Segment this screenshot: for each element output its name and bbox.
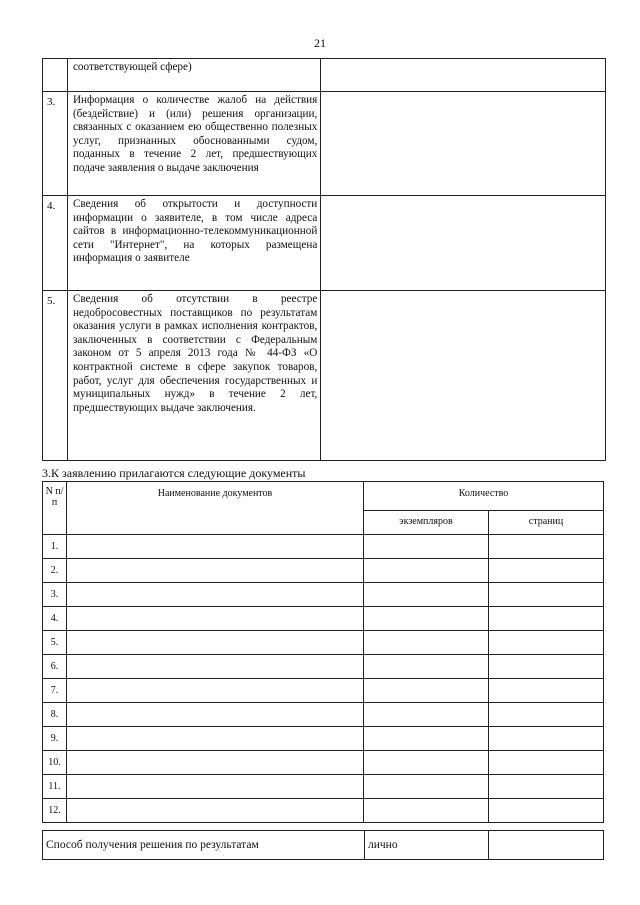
row-number: 2. [43,559,67,583]
row-value-field[interactable] [321,196,606,291]
row-number: 7. [43,679,67,703]
row-number: 5. [43,291,68,461]
header-pages: страниц [489,511,604,535]
pages-field[interactable] [489,799,604,823]
document-name-field[interactable] [67,799,364,823]
copies-field[interactable] [364,775,489,799]
receipt-table [42,830,604,860]
copies-field[interactable] [364,535,489,559]
row-number: 3. [43,583,67,607]
pages-field[interactable] [489,559,604,583]
table-row [43,703,604,727]
copies-field[interactable] [364,703,489,727]
row-text: Сведения об открытости и доступности информации о заявителе, в том числе адреса сайтов в информационно-телекоммуникационной сети "Интернет", на которых размещена информация о заявителе [67,196,320,291]
table-row [43,631,604,655]
copies-field[interactable] [364,655,489,679]
copies-field[interactable] [364,583,489,607]
header-name: Наименование документов [67,482,364,535]
pages-field[interactable] [489,583,604,607]
copies-field[interactable] [364,799,489,823]
documents-table [42,481,604,823]
table-row [43,196,606,291]
copies-field[interactable] [364,631,489,655]
section-title: 3.К заявлению прилагаются следующие документы [42,466,306,480]
pages-field[interactable] [489,607,604,631]
page-number: 21 [314,36,326,50]
row-text: Информация о количестве жалоб на действия (бездействие) и (или) решения организации, связанных с оказанием ею общественно полезных услуг, признанных обоснованными судом, поданных в течение 2 лет, предшествующих подаче заявления о выдаче заключения [67,92,320,196]
document-name-field[interactable] [67,631,364,655]
pages-field[interactable] [489,751,604,775]
row-number: 12. [43,799,67,823]
pages-field[interactable] [489,703,604,727]
document-name-field[interactable] [67,583,364,607]
pages-field[interactable] [489,535,604,559]
copies-field[interactable] [364,751,489,775]
header-num: N п/п [43,482,67,535]
row-value-field[interactable] [321,59,606,92]
row-text: соответствующей сфере) [67,59,320,92]
document-name-field[interactable] [67,727,364,751]
documents-table-body [43,535,604,823]
row-number: 8. [43,703,67,727]
row-number: 9. [43,727,67,751]
row-number: 11. [43,775,67,799]
row-number: 4. [43,196,68,291]
table-row [43,831,604,860]
document-name-field[interactable] [67,679,364,703]
row-number [43,59,68,92]
table-row [43,59,606,92]
row-number: 10. [43,751,67,775]
document-name-field[interactable] [67,775,364,799]
row-number: 3. [43,92,68,196]
pages-field[interactable] [489,631,604,655]
row-number: 1. [43,535,67,559]
table-row [43,775,604,799]
table-row [43,535,604,559]
info-table [42,58,606,461]
receipt-extra-field[interactable] [489,831,604,860]
document-name-field[interactable] [67,751,364,775]
document-name-field[interactable] [67,607,364,631]
header-copies: экземпляров [364,511,489,535]
pages-field[interactable] [489,727,604,751]
table-row [43,291,606,461]
copies-field[interactable] [364,607,489,631]
copies-field[interactable] [364,679,489,703]
pages-field[interactable] [489,655,604,679]
table-row [43,655,604,679]
row-number: 5. [43,631,67,655]
row-value-field[interactable] [321,291,606,461]
table-row [43,559,604,583]
row-number: 4. [43,607,67,631]
row-number: 6. [43,655,67,679]
document-name-field[interactable] [67,535,364,559]
pages-field[interactable] [489,679,604,703]
table-row [43,92,606,196]
document-name-field[interactable] [67,559,364,583]
table-row [43,679,604,703]
table-row [43,607,604,631]
table-row [43,727,604,751]
header-quantity: Количество [364,482,604,511]
copies-field[interactable] [364,727,489,751]
document-name-field[interactable] [67,655,364,679]
copies-field[interactable] [364,559,489,583]
header-row [43,482,604,511]
table-row [43,799,604,823]
document-name-field[interactable] [67,703,364,727]
receipt-value[interactable]: лично [365,831,489,860]
row-text: Сведения об отсутствии в реестре недобросовестных поставщиков по результатам оказания услуги в рамках исполнения контрактов, заключенных в соответствии с Федеральным законом от 5 апреля 2013 года № 44-ФЗ «О контрактной системе в сфере закупок товаров, работ, услуг для обеспечения государственных и муниципальных нужд» в течение 2 лет, предшествующих выдаче заключения. [67,291,320,461]
receipt-label: Способ получения решения по результатам [43,831,365,860]
table-row [43,583,604,607]
row-value-field[interactable] [321,92,606,196]
table-row [43,751,604,775]
pages-field[interactable] [489,775,604,799]
